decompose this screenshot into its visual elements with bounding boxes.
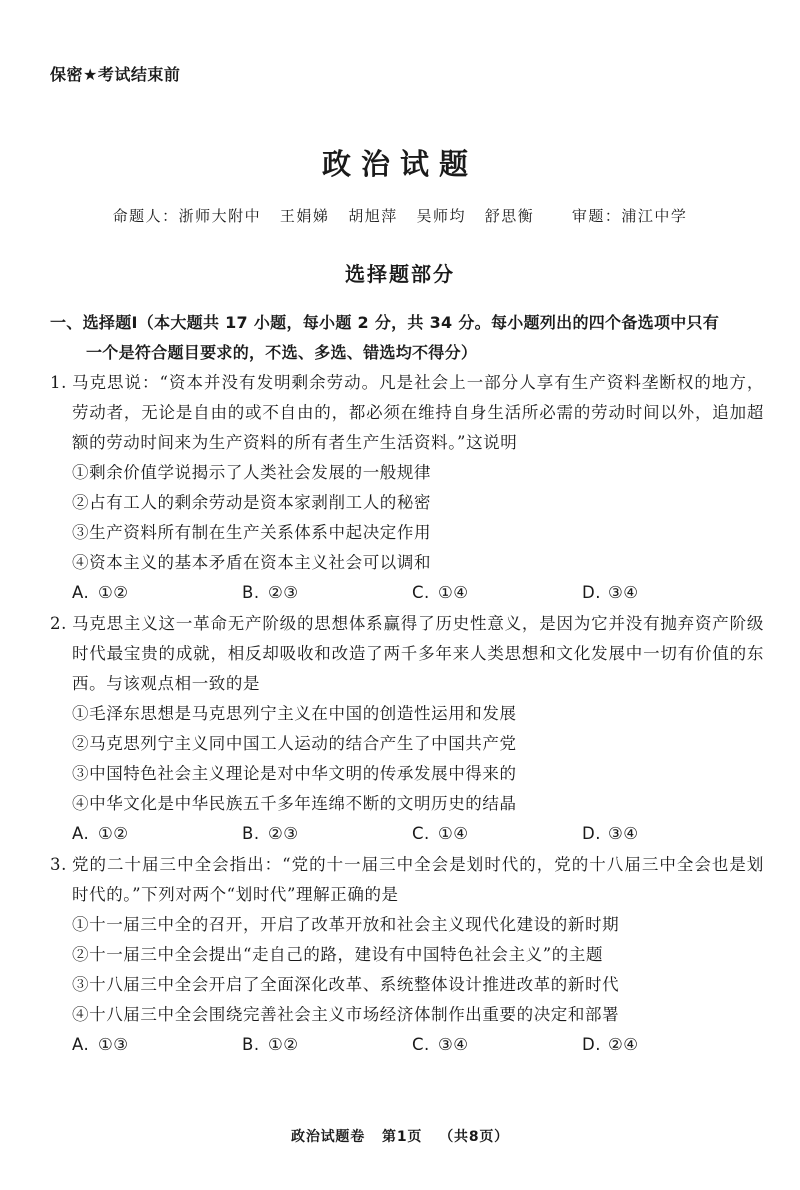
option-text: ①② <box>98 583 129 602</box>
option-text: ③④ <box>438 1035 469 1054</box>
option-text: ③④ <box>608 583 639 602</box>
option-text: ①③ <box>98 1035 129 1054</box>
option-d <box>582 819 752 849</box>
question-text: 马克思说：“资本并没有发明剩余劳动。凡是社会上一部分人享有生产资料垄断权的地方，劳动者，无论是自由的或不自由的，都必须在维持自身生活所必需的劳动时间以外，追加超额的劳动时间来为生产资料的所有者生产生活资料。”这说明 <box>72 373 764 452</box>
option-b <box>242 578 412 608</box>
instructions-line-2: 一个是符合题目要求的，不选、多选、错选均不得分） <box>86 343 478 362</box>
option-letter: A. <box>72 824 90 843</box>
question-text: 党的二十届三中全会指出：“党的十一届三中全会是划时代的，党的十八届三中全会也是划时代的。”下列对两个“划时代”理解正确的是 <box>72 855 764 904</box>
question-1 <box>50 368 764 608</box>
question-list <box>50 368 764 1061</box>
section-title: 选择题部分 <box>345 262 455 286</box>
option-a <box>72 819 242 849</box>
question-text: 马克思主义这一革命无产阶级的思想体系赢得了历史性意义，是因为它并没有抛弃资产阶级时代最宝贵的成就，相反却吸收和改造了两千多年来人类思想和文化发展中一切有价值的东西。与该观点相一致的是 <box>72 614 764 693</box>
statement: ④资本主义的基本矛盾在资本主义社会可以调和 <box>72 553 432 572</box>
statement: ④十八届三中全会围绕完善社会主义市场经济体制作出重要的决定和部署 <box>72 1005 620 1024</box>
option-c <box>412 1030 582 1060</box>
option-b <box>242 1030 412 1060</box>
instructions-line-1: 一、选择题Ⅰ（本大题共 17 小题，每小题 2 分，共 34 分。每小题列出的四个备选项中只有 <box>50 313 720 332</box>
statement: ①剩余价值学说揭示了人类社会发展的一般规律 <box>72 463 432 482</box>
answer-options <box>50 819 764 849</box>
confidential-label: 保密★考试结束前 <box>50 65 181 84</box>
question-2 <box>50 609 764 849</box>
question-number: 2. <box>50 614 67 633</box>
option-c <box>412 578 582 608</box>
statement: ③十八届三中全会开启了全面深化改革、系统整体设计推进改革的新时代 <box>72 975 620 994</box>
option-text: ①④ <box>438 583 469 602</box>
option-letter: C. <box>412 1035 430 1054</box>
answer-options <box>50 1030 764 1060</box>
option-text: ②③ <box>268 583 299 602</box>
answer-options <box>50 578 764 608</box>
option-letter: A. <box>72 583 90 602</box>
option-letter: D. <box>582 1035 601 1054</box>
option-d <box>582 1030 752 1060</box>
question-stem <box>50 850 764 910</box>
statement: ①毛泽东思想是马克思列宁主义在中国的创造性运用和发展 <box>72 704 517 723</box>
option-letter: B. <box>242 1035 260 1054</box>
question-3 <box>50 850 764 1060</box>
option-text: ③④ <box>608 824 639 843</box>
option-text: ②③ <box>268 824 299 843</box>
statement: ④中华文化是中华民族五千多年连绵不断的文明历史的结晶 <box>72 794 517 813</box>
option-letter: D. <box>582 583 601 602</box>
option-a <box>72 1030 242 1060</box>
question-stem <box>50 609 764 699</box>
page-footer: 政治试题卷 第1页 （共8页） <box>291 1129 509 1145</box>
option-text: ①④ <box>438 824 469 843</box>
option-a <box>72 578 242 608</box>
option-b <box>242 819 412 849</box>
option-letter: C. <box>412 824 430 843</box>
statement: ②占有工人的剩余劳动是资本家剥削工人的秘密 <box>72 493 432 512</box>
option-text: ②④ <box>608 1035 639 1054</box>
option-d <box>582 578 752 608</box>
statement: ②十一届三中全会提出“走自己的路，建设有中国特色社会主义”的主题 <box>72 945 604 964</box>
option-c <box>412 819 582 849</box>
question-number: 3. <box>50 855 67 874</box>
option-text: ①② <box>98 824 129 843</box>
option-text: ①② <box>268 1035 299 1054</box>
page-title: 政治试题 <box>321 147 478 181</box>
option-letter: C. <box>412 583 430 602</box>
section-instructions <box>50 308 762 368</box>
statement: ③中国特色社会主义理论是对中华文明的传承发展中得来的 <box>72 764 517 783</box>
question-number: 1. <box>50 373 67 392</box>
statement: ③生产资料所有制在生产关系体系中起决定作用 <box>72 523 432 542</box>
authors-line: 命题人：浙师大附中 王娟娣 胡旭萍 吴师均 舒思衡 审题：浦江中学 <box>112 207 688 225</box>
option-letter: D. <box>582 824 601 843</box>
statement: ①十一届三中全的召开，开启了改革开放和社会主义现代化建设的新时期 <box>72 915 620 934</box>
statement: ②马克思列宁主义同中国工人运动的结合产生了中国共产党 <box>72 734 517 753</box>
question-stem <box>50 368 764 458</box>
option-letter: B. <box>242 824 260 843</box>
option-letter: A. <box>72 1035 90 1054</box>
option-letter: B. <box>242 583 260 602</box>
